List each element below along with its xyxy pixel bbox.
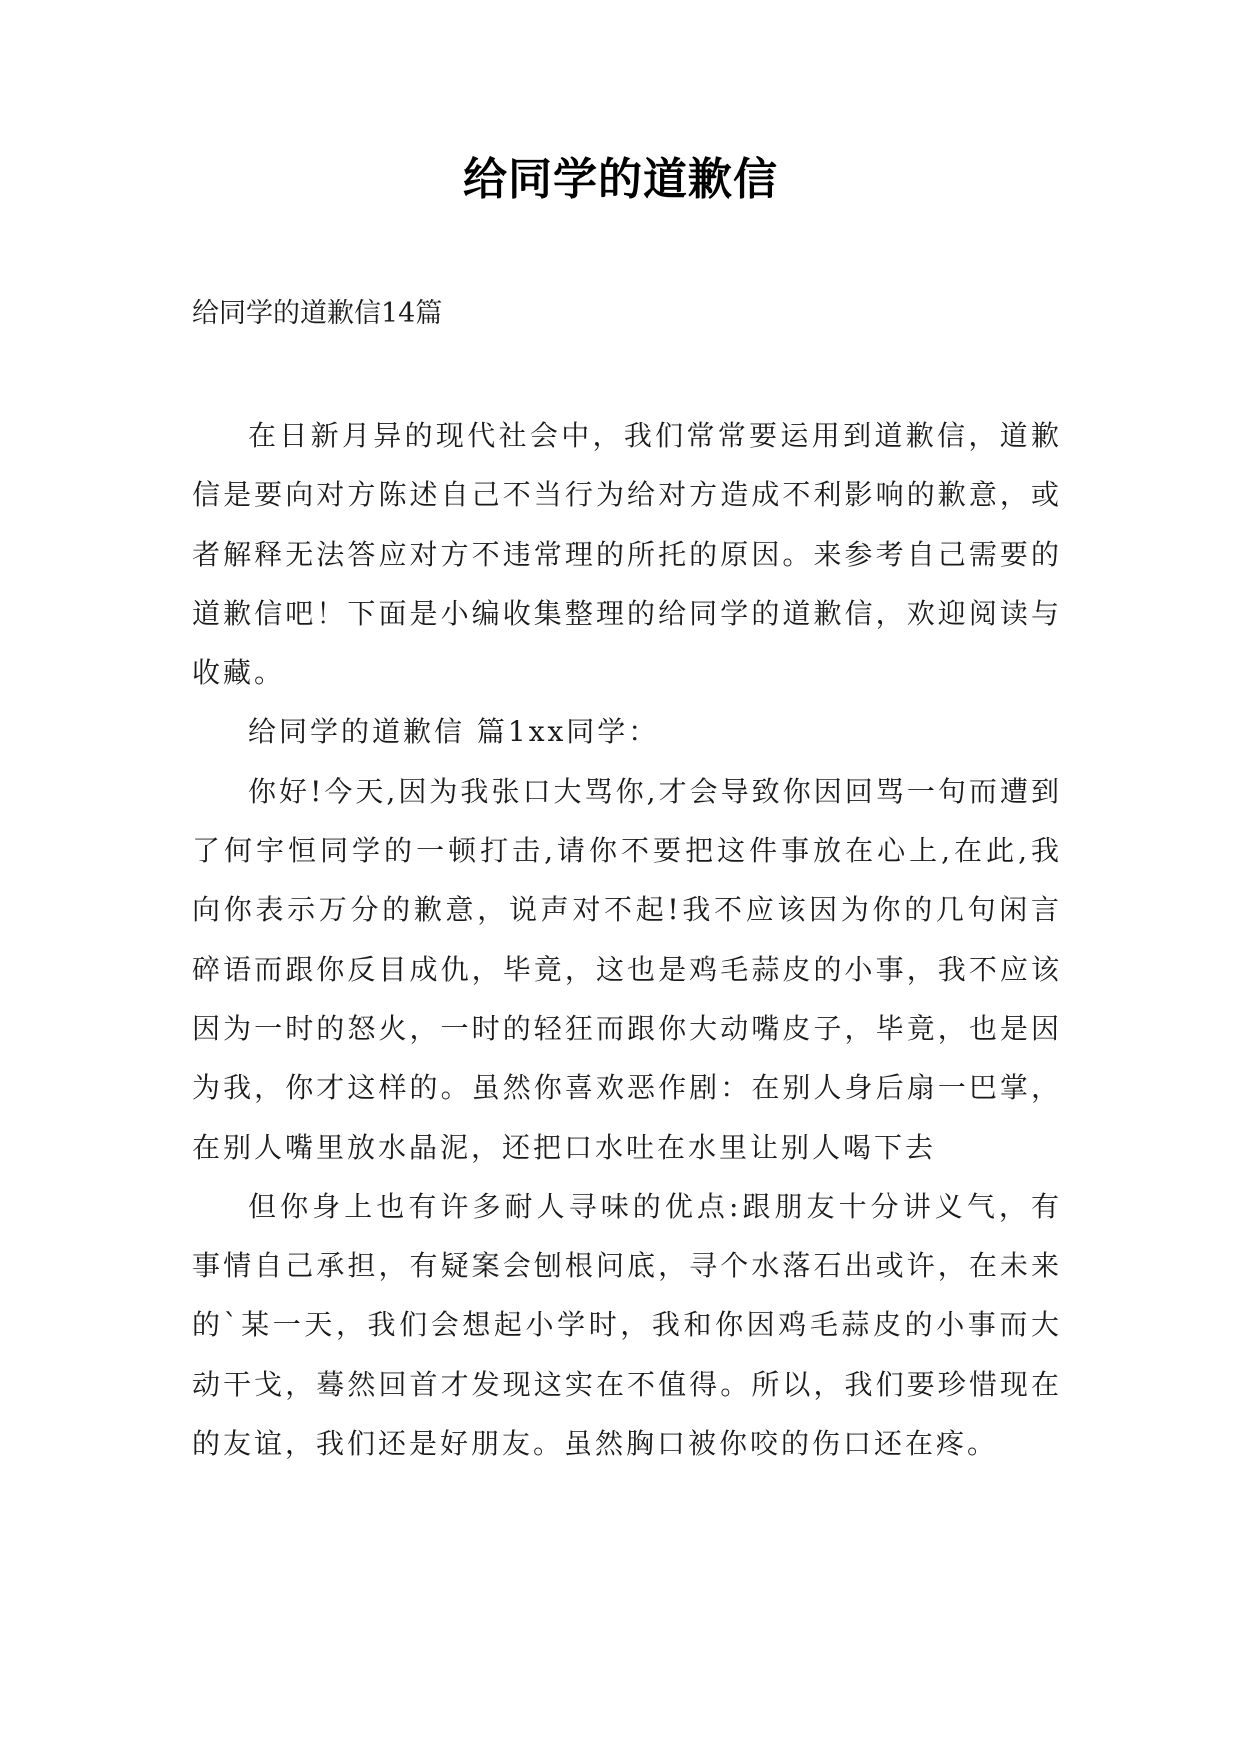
letter-heading-paragraph: 给同学的道歉信 篇1xx同学： xyxy=(248,715,660,749)
apology-paragraph: 你好!今天,因为我张口大骂你,才会导致你因回骂一句而遭到了何宇恒同学的一顿打击,请你不要把这件事放在心上,在此,我向你表示万分的歉意，说声对不起!我不应该因为你的几句闲言碎语而跟你反目成仇，毕竟，这也是鸡毛蒜皮的小事，我不应该因为一时的怒火，一时的轻狂而跟你大动嘴皮子，毕竟，也是因为我，你才这样的。虽然你喜欢恶作剧：在别人身后扇一巴掌，在别人嘴里放水晶泥，还把口水吐在水里让别人喝下去 xyxy=(192,774,1062,1164)
friendship-paragraph: 但你身上也有许多耐人寻味的优点:跟朋友十分讲义气，有事情自己承担，有疑案会刨根问底，寻个水落石出或许，在未来的`某一天，我们会想起小学时，我和你因鸡毛蒜皮的小事而大动干戈，蓦然回首才发现这实在不值得。所以，我们要珍惜现在的友谊，我们还是好朋友。虽然胸口被你咬的伤口还在疼。 xyxy=(192,1189,1062,1461)
document-subtitle: 给同学的道歉信14篇 xyxy=(192,298,443,329)
intro-paragraph: 在日新月异的现代社会中，我们常常要运用到道歉信，道歉信是要向对方陈述自己不当行为给对方造成不利影响的歉意，或者解释无法答应对方不违常理的所托的原因。来参考自己需要的道歉信吧！下面是小编收集整理的给同学的道歉信，欢迎阅读与收藏。 xyxy=(192,419,1062,690)
letter-body xyxy=(192,406,1062,1473)
page-title: 给同学的道歉信 xyxy=(463,154,778,205)
